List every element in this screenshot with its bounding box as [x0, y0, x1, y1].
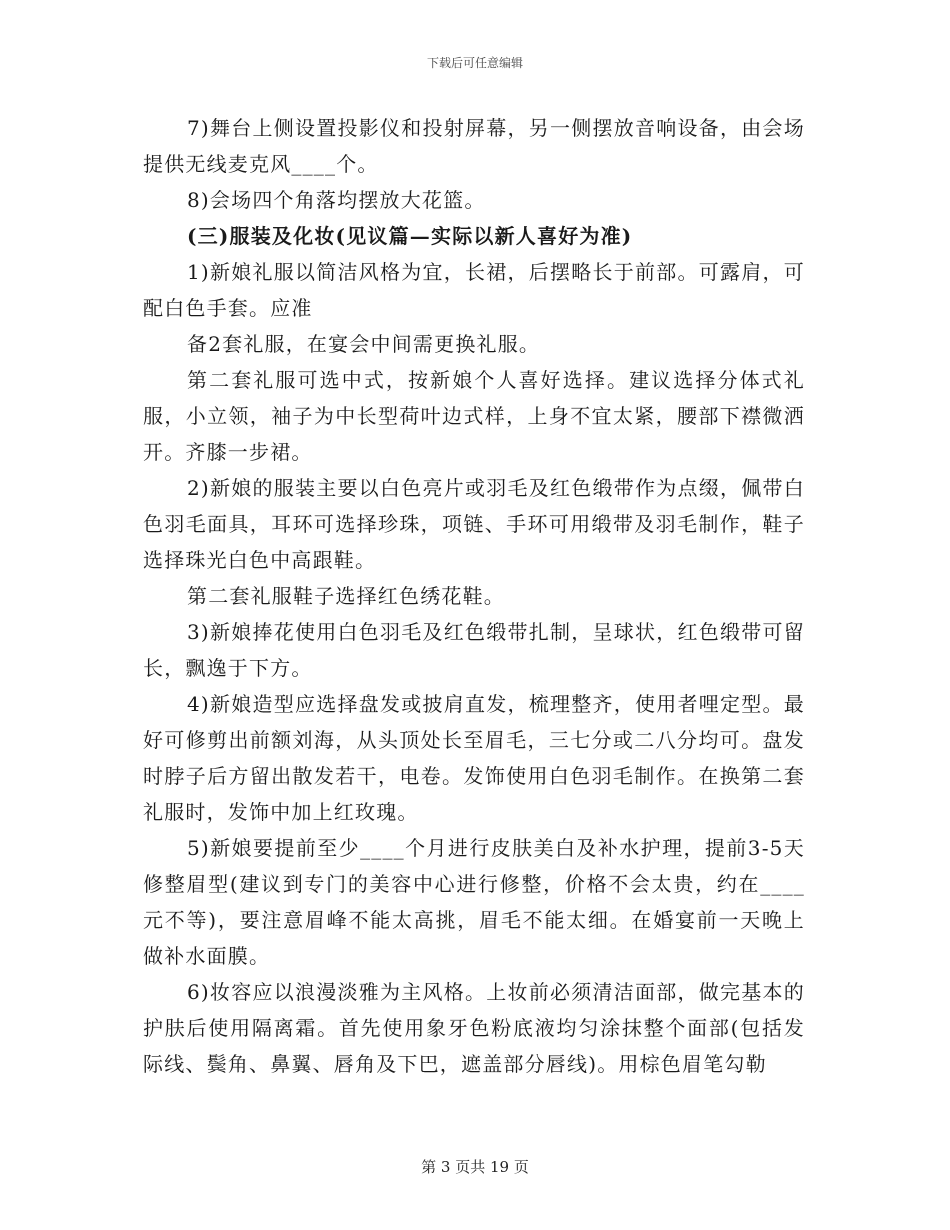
paragraph-second-shoes: 第二套礼服鞋子选择红色绣花鞋。 [187, 584, 505, 608]
section-heading-costume-makeup: (三)服装及化妆(见议篇—实际以新人喜好为准) [187, 224, 633, 248]
paragraph-item-3: 3)新娘捧花使用白色羽毛及红色缎带扎制，呈球状，红色缎带可留长，飘逸于下方。 [143, 620, 805, 680]
page-header: 下载后可任意编辑 [426, 56, 523, 70]
paragraph-item-6: 6)妆容应以浪漫淡雅为主风格。上妆前必须清洁面部，做完基本的护肤后使用隔离霜。首先使用象牙色粉底液均匀涂抹整个面部(包括发际线、鬓角、鼻翼、唇角及下巴，遮盖部分唇线)。用棕色眉笔勾勒 [143, 980, 805, 1076]
paragraph-item-8: 8)会场四个角落均摆放大花篮。 [187, 188, 486, 212]
document-body [143, 110, 805, 1082]
paragraph-item-4: 4)新娘造型应选择盘发或披肩直发，梳理整齐，使用者哩定型。最好可修剪出前额刘海，从头顶处长至眉毛，三七分或二八分均可。盘发时脖子后方留出散发若干，电卷。发饰使用白色羽毛制作。在换第二套礼服时，发饰中加上红玫瑰。 [143, 692, 805, 824]
paragraph-two-dresses: 备2套礼服，在宴会中间需更换礼服。 [187, 332, 541, 356]
page-number-footer: 第 3 页共 19 页 [421, 1158, 529, 1176]
paragraph-item-1: 1)新娘礼服以简洁风格为宜，长裙，后摆略长于前部。可露肩，可配白色手套。应准 [143, 260, 805, 320]
paragraph-item-7: 7)舞台上侧设置投影仪和投射屏幕，另一侧摆放音响设备，由会场提供无线麦克风____个。 [143, 116, 805, 176]
paragraph-item-5: 5)新娘要提前至少____个月进行皮肤美白及补水护理，提前3-5天修整眉型(建议到专门的美容中心进行修整，价格不会太贵，约在____元不等)，要注意眉峰不能太高挑，眉毛不能太细。在婚宴前一天晚上做补水面膜。 [143, 836, 805, 968]
paragraph-second-dress: 第二套礼服可选中式，按新娘个人喜好选择。建议选择分体式礼服，小立领，袖子为中长型荷叶边式样，上身不宜太紧，腰部下襟微洒开。齐膝一步裙。 [143, 368, 805, 464]
paragraph-item-2: 2)新娘的服装主要以白色亮片或羽毛及红色缎带作为点缀，佩带白色羽毛面具，耳环可选择珍珠，项链、手环可用缎带及羽毛制作，鞋子选择珠光白色中高跟鞋。 [143, 476, 805, 572]
